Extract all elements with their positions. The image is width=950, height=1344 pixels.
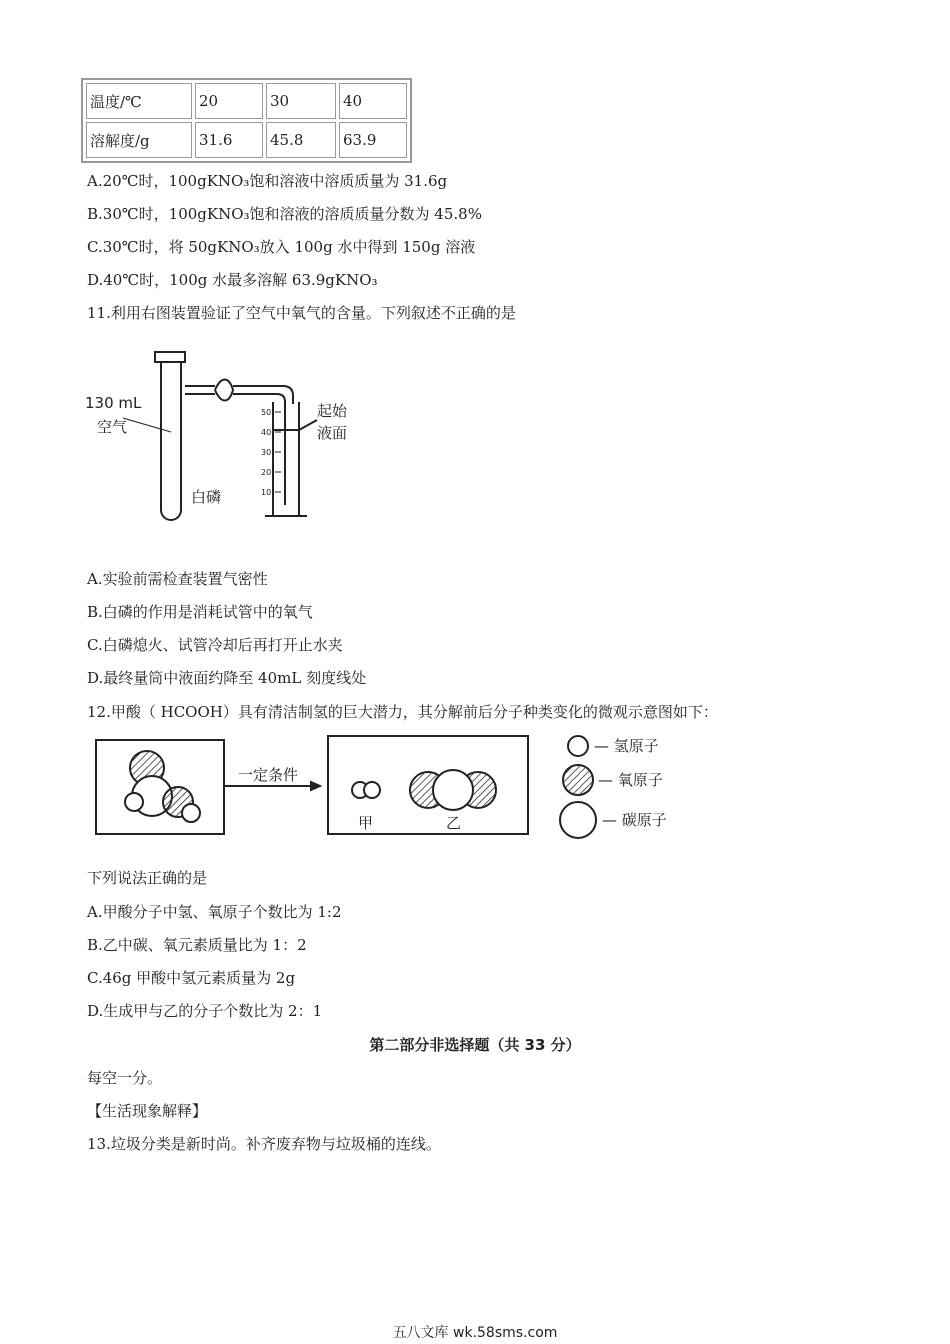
- q10-option-b: B.30℃时，100gKNO₃饱和溶液的溶质质量分数为 45.8%: [87, 205, 482, 223]
- oxygen-apparatus-figure: [85, 340, 385, 530]
- product-b-label: 乙: [446, 814, 462, 832]
- q12-stem: 12.甲酸（ HCOOH）具有清洁制氢的巨大潜力，其分解前后分子种类变化的微观示意图如下：: [87, 703, 718, 721]
- table-cell: 45.8: [266, 122, 336, 158]
- table-cell: 溶解度/g: [86, 122, 192, 158]
- table-row: [86, 122, 407, 158]
- q11-option-d: D.最终量筒中液面约降至 40mL 刻度线处: [87, 669, 367, 687]
- legend-oxygen: — 氧原子: [598, 771, 663, 789]
- q12-option-b: B.乙中碳、氧元素质量比为 1：2: [87, 936, 307, 954]
- tick-label: 20: [261, 468, 272, 477]
- formic-acid-decomposition-figure: [92, 730, 702, 842]
- product-a-label: 甲: [358, 814, 374, 832]
- table-row: [86, 83, 407, 119]
- section-title: 【生活现象解释】: [87, 1102, 208, 1120]
- footer-watermark: 五八文库 wk.58sms.com: [392, 1325, 558, 1341]
- q12-option-d: D.生成甲与乙的分子个数比为 2：1: [87, 1002, 323, 1020]
- q11-option-a: A.实验前需检查装置气密性: [87, 570, 268, 588]
- start-level-label-1: 起始: [317, 402, 348, 420]
- phosphorus-label: 白磷: [191, 488, 222, 506]
- q12-option-c: C.46g 甲酸中氢元素质量为 2g: [87, 969, 296, 987]
- table-cell: 温度/℃: [86, 83, 192, 119]
- legend-hydrogen: — 氢原子: [594, 737, 659, 755]
- start-level-label-2: 液面: [317, 424, 348, 442]
- q12-prompt: 下列说法正确的是: [87, 869, 208, 887]
- q11-option-c: C.白磷熄火、试管冷却后再打开止水夹: [87, 636, 343, 654]
- legend-carbon: — 碳原子: [602, 811, 667, 829]
- tick-label: 40: [261, 428, 272, 437]
- q10-option-d: D.40℃时，100g 水最多溶解 63.9gKNO₃: [87, 271, 378, 289]
- q11-option-b: B.白磷的作用是消耗试管中的氧气: [87, 603, 313, 621]
- air-label: 空气: [97, 418, 128, 436]
- tick-label: 50: [261, 408, 272, 417]
- q12-option-a: A.甲酸分子中氢、氧原子个数比为 1:2: [87, 903, 342, 921]
- tick-label: 10: [261, 488, 272, 497]
- q11-stem: 11.利用右图装置验证了空气中氧气的含量。下列叙述不正确的是: [87, 304, 516, 322]
- q10-option-a: A.20℃时，100gKNO₃饱和溶液中溶质质量为 31.6g: [87, 172, 448, 190]
- condition-label: 一定条件: [238, 766, 299, 784]
- table-cell: 63.9: [339, 122, 407, 158]
- q13-stem: 13.垃圾分类是新时尚。补齐废弃物与垃圾桶的连线。: [87, 1135, 441, 1153]
- air-volume-label: 130 mL: [85, 394, 142, 412]
- table-cell: 20: [195, 83, 263, 119]
- table-cell: 31.6: [195, 122, 263, 158]
- tick-label: 30: [261, 448, 272, 457]
- table-cell: 40: [339, 83, 407, 119]
- part2-heading: 第二部分非选择题（共 33 分）: [369, 1036, 581, 1054]
- solubility-table: [81, 78, 412, 163]
- part2-note: 每空一分。: [87, 1069, 163, 1087]
- table-cell: 30: [266, 83, 336, 119]
- q10-option-c: C.30℃时，将 50gKNO₃放入 100g 水中得到 150g 溶液: [87, 238, 476, 256]
